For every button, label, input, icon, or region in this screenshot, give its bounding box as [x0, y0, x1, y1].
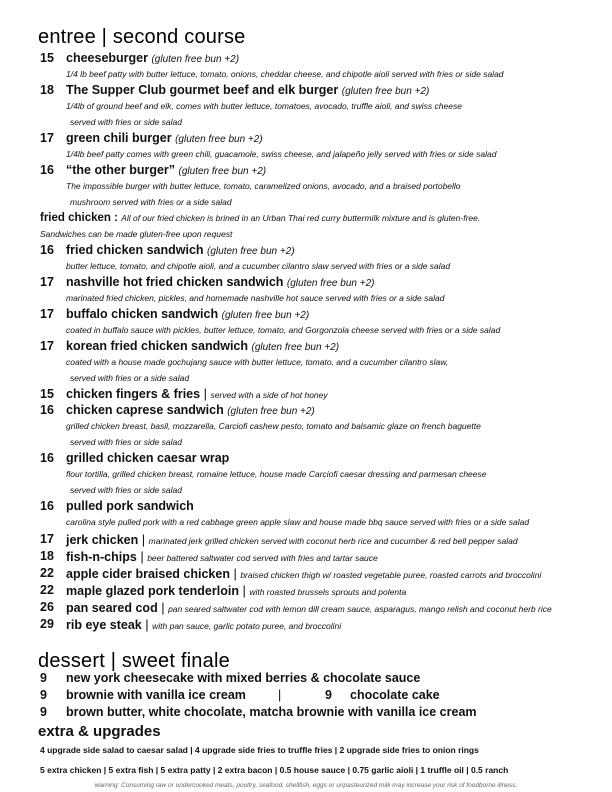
item-name: pulled pork sandwich	[66, 499, 194, 513]
dessert-price: 9	[40, 705, 47, 719]
item-description: carolina style pulled pork with a red cabbage green apple slaw and house made bbq sauce served with fries or a side salad	[66, 517, 530, 527]
item-name: chicken fingers & fries	[66, 387, 201, 401]
gluten-free-note: (gluten free bun +2)	[221, 310, 310, 321]
gluten-free-note: (gluten free bun +2)	[151, 54, 240, 65]
item-name: korean fried chicken sandwich	[66, 339, 249, 353]
item-name: pan seared cod	[66, 601, 158, 615]
gluten-free-note: (gluten free bun +2)	[175, 134, 263, 145]
extras-section-title: extra & upgrades	[38, 723, 161, 740]
item-price: 15	[40, 51, 54, 65]
menu-item	[0, 531, 612, 548]
item-description: beer battered saltwater cod served with fries and tartar sauce	[147, 553, 378, 563]
item-description: grilled chicken breast, basil, mozzarella, Carciofi cashew pesto, tomato and balsamic glaze on french baguette	[66, 421, 481, 431]
description-row	[0, 146, 612, 162]
menu-item	[0, 306, 612, 322]
item-name: apple cider braised chicken	[66, 567, 230, 581]
item-description: with roasted brussels sprouts and polenta	[249, 587, 407, 597]
item-price: 17	[40, 339, 54, 353]
dessert-price: 9	[40, 671, 47, 685]
item-price: 17	[40, 131, 54, 145]
item-name-line	[66, 616, 341, 635]
description-row	[0, 322, 612, 338]
item-name: buffalo chicken sandwich	[66, 307, 219, 321]
gluten-free-note: (gluten free bun +2)	[251, 342, 340, 353]
fried-chicken-label: fried chicken :	[40, 212, 118, 224]
description-row	[0, 194, 612, 210]
menu-item	[0, 565, 612, 582]
item-description: butter lettuce, tomato, and chipotle aioli, and a cucumber cilantro slaw served with fries or a side salad	[66, 261, 451, 271]
menu-item	[0, 582, 612, 599]
item-description: served with fries or side salad	[70, 117, 182, 127]
menu-item	[0, 386, 612, 402]
item-price: 16	[40, 243, 54, 257]
description-row	[0, 514, 612, 530]
item-description: marinated jerk grilled chicken served with coconut herb rice and cucumber & red bell pepper salad	[148, 536, 518, 546]
description-row	[0, 290, 612, 306]
item-description: pan seared saltwater cod with lemon dill cream sauce, asparagus, mango relish and coconut herb rice	[168, 604, 552, 614]
description-row	[0, 482, 612, 498]
item-name: fried chicken sandwich	[66, 243, 204, 257]
description-row	[0, 354, 612, 370]
separator: |	[140, 549, 144, 564]
menu-item	[0, 599, 612, 616]
gluten-free-note: (gluten free bun +2)	[207, 246, 295, 257]
item-price: 18	[40, 549, 54, 563]
gluten-free-note: (gluten free bun +2)	[286, 278, 375, 289]
menu-item	[0, 498, 612, 514]
item-price: 17	[40, 275, 54, 289]
separator: |	[161, 600, 165, 615]
item-description: served with a side of hot honey	[210, 390, 328, 400]
item-description: 1/4lb beef patty comes with green chili, guacamole, swiss cheese, and jalapeño jelly served with fries or side salad	[66, 149, 497, 159]
separator: |	[141, 532, 146, 547]
menu-item	[0, 162, 612, 178]
dessert-section-title: dessert | sweet finale	[38, 650, 230, 672]
menu-item	[0, 616, 612, 633]
description-row	[0, 466, 612, 482]
dessert-item: new york cheesecake with mixed berries & chocolate sauce	[66, 671, 421, 685]
item-name-line	[66, 498, 194, 514]
item-description: 1/4 lb beef patty with butter lettuce, tomato, onions, cheddar cheese, and chipotle aioli served with fries or side salad	[66, 69, 504, 79]
item-description: mushroom served with fries or a side salad	[70, 197, 232, 207]
extras-line: 4 upgrade side salad to caesar salad | 4 upgrade side fries to truffle fries | 2 upgrade side fries to onion rings	[40, 745, 479, 755]
entree-section-title: entree | second course	[38, 26, 246, 48]
menu-item	[0, 450, 612, 466]
menu-item	[0, 50, 612, 66]
item-price: 17	[40, 307, 54, 321]
item-name: cheeseburger	[66, 51, 148, 65]
description-row	[0, 258, 612, 274]
menu-item	[0, 548, 612, 565]
item-description: 1/4lb of ground beef and elk, comes with butter lettuce, tomatoes, avocado, truffle aioli, and swiss cheese	[66, 101, 462, 111]
separator: |	[242, 583, 246, 598]
extras-line: 5 extra chicken | 5 extra fish | 5 extra patty | 2 extra bacon | 0.5 house sauce | 0.75 garlic aioli | 1 truffle oil | 0.5 ranch	[40, 765, 509, 775]
item-price: 16	[40, 451, 54, 465]
fried-chicken-note: Sandwiches can be made gluten-free upon request	[40, 229, 233, 239]
description-row	[0, 114, 612, 130]
item-name: “the other burger”	[66, 163, 176, 177]
dessert-item: brown butter, white chocolate, matcha brownie with vanilla ice cream	[66, 705, 477, 719]
dessert-price: 9	[325, 688, 332, 702]
description-row	[0, 178, 612, 194]
item-description: coated with a house made gochujang sauce with butter lettuce, tomato, and a cucumber cilantro slaw,	[66, 357, 449, 367]
item-price: 22	[40, 566, 54, 580]
menu-item	[0, 82, 612, 98]
gluten-free-note: (gluten free bun +2)	[341, 86, 430, 97]
dessert-item: chocolate cake	[350, 688, 440, 702]
item-description: braised chicken thigh w/ roasted vegetable puree, roasted carrots and broccolini	[240, 570, 542, 580]
item-description: served with fries or side salad	[70, 485, 182, 495]
item-price: 17	[40, 532, 54, 546]
food-safety-warning: warning: Consuming raw or undercooked meats, poultry, seafood, shellfish, eggs or unpasteurized milk may increase your risk of foodborne illness.	[94, 782, 518, 789]
separator: |	[203, 386, 207, 401]
gluten-free-note: (gluten free bun +2)	[227, 406, 315, 417]
menu-item	[0, 274, 612, 290]
item-name: nashville hot fried chicken sandwich	[66, 275, 284, 289]
item-name: rib eye steak	[66, 618, 142, 632]
item-price: 18	[40, 83, 54, 97]
description-row	[0, 434, 612, 450]
description-row	[0, 370, 612, 386]
item-price: 22	[40, 583, 54, 597]
menu-item	[0, 130, 612, 146]
fried-chicken-note-row	[0, 226, 612, 242]
item-price: 26	[40, 600, 54, 614]
item-name-line	[66, 450, 229, 466]
gluten-free-note: (gluten free bun +2)	[178, 166, 267, 177]
item-name: The Supper Club gourmet beef and elk burger	[66, 83, 339, 97]
item-price: 16	[40, 163, 54, 177]
description-row	[0, 418, 612, 434]
item-name: jerk chicken	[66, 533, 139, 547]
separator: |	[233, 566, 237, 581]
item-description: with pan sauce, garlic potato puree, and broccolini	[152, 621, 342, 631]
item-price: 15	[40, 387, 54, 401]
menu-item	[0, 338, 612, 354]
description-row	[0, 66, 612, 82]
item-name: grilled chicken caesar wrap	[66, 451, 230, 465]
item-price: 16	[40, 499, 54, 513]
entree-list	[0, 50, 612, 633]
dessert-item: brownie with vanilla ice cream	[66, 688, 246, 702]
item-price: 16	[40, 403, 54, 417]
dessert-price: 9	[40, 688, 47, 702]
item-name: green chili burger	[66, 131, 172, 145]
menu-item	[0, 402, 612, 418]
fried-chicken-label-line	[40, 210, 480, 226]
separator: |	[145, 617, 149, 632]
item-description: served with fries or a side salad	[70, 373, 190, 383]
dessert-separator: |	[278, 688, 282, 702]
item-description: The impossible burger with butter lettuce, tomato, caramelized onions, avocado, and a braised portobello	[66, 181, 461, 191]
item-description: coated in buffalo sauce with pickles, butter lettuce, tomato, and Gorgonzola cheese served with fries or a side salad	[66, 325, 501, 335]
menu-item	[0, 242, 612, 258]
item-name-line	[66, 386, 328, 403]
item-description: served with fries or side salad	[70, 437, 182, 447]
item-name: maple glazed pork tenderloin	[66, 584, 239, 598]
fried-chicken-intro: All of our fried chicken is brined in an Urban Thai red curry buttermilk mixture and is gluten-free.	[121, 213, 481, 223]
item-name: chicken caprese sandwich	[66, 403, 224, 417]
item-price: 29	[40, 617, 54, 631]
item-description: marinated fried chicken, pickles, and homemade nashville hot sauce served with fries or a side salad	[66, 293, 445, 303]
item-name: fish-n-chips	[66, 550, 137, 564]
fried-chicken-header	[0, 210, 612, 226]
description-row	[0, 98, 612, 114]
item-description: flour tortilla, grilled chicken breast, romaine lettuce, house made Carciofi caesar dressing and parmesan cheese	[66, 469, 487, 479]
